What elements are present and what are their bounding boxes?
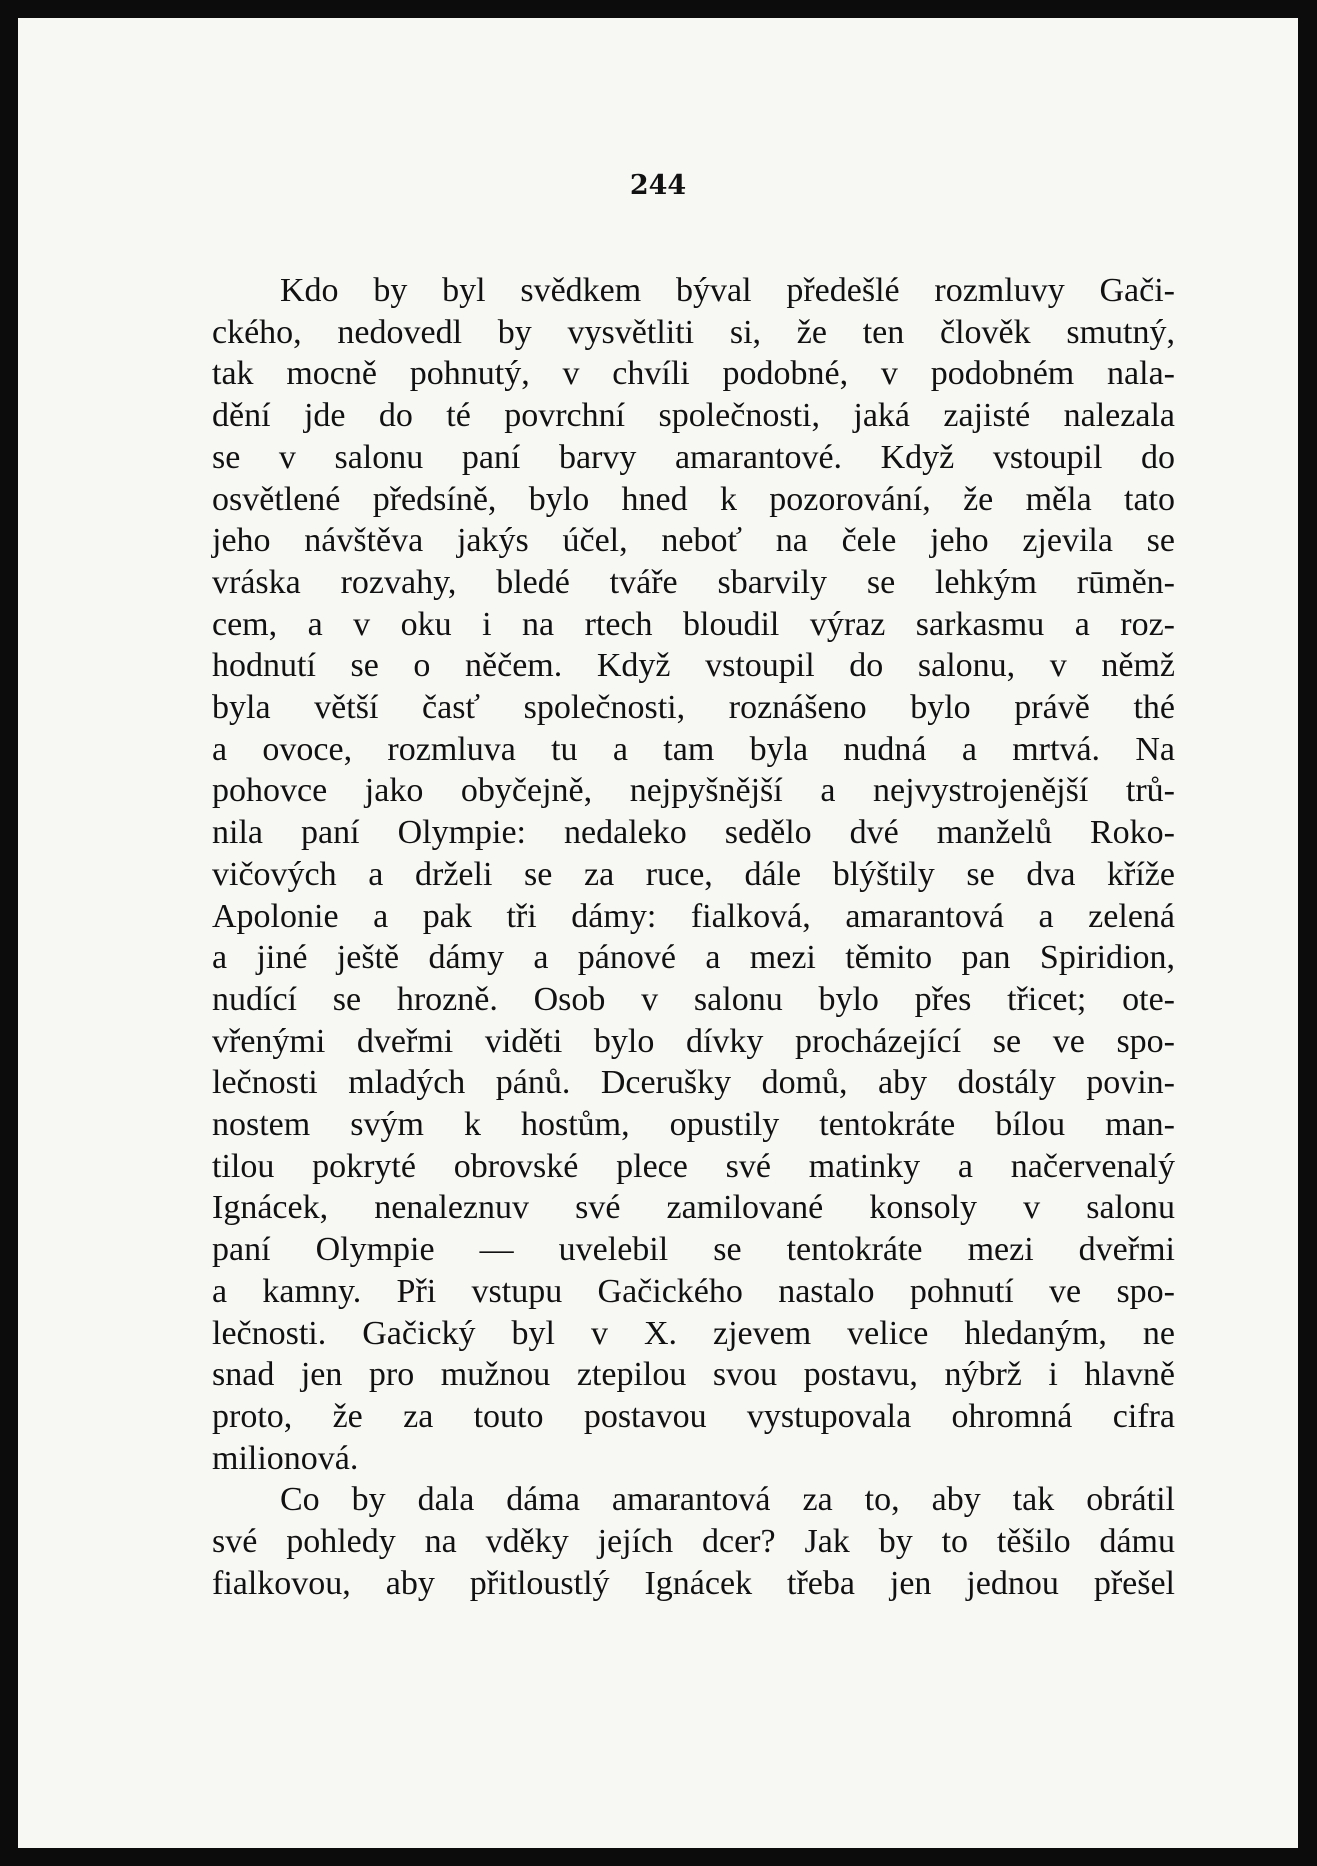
book-page xyxy=(18,18,1298,1848)
text-line: dění jde do té povrchní společnosti, jaká zajisté nalezala xyxy=(212,397,1175,435)
text-line: Co by dala dáma amarantová za to, aby tak obrátil xyxy=(280,1481,1175,1519)
text-line: jeho návštěva jakýs účel, neboť na čele jeho zjevila se xyxy=(212,522,1175,560)
text-line: proto, že za touto postavou vystupovala ohromná cifra xyxy=(212,1397,1175,1435)
text-line: Apolonie a pak tři dámy: fialková, amarantová a zelená xyxy=(212,897,1175,935)
text-line: Ignácek, nenaleznuv své zamilované konsoly v salonu xyxy=(212,1189,1175,1227)
text-line: cem, a v oku i na rtech bloudil výraz sarkasmu a roz- xyxy=(212,605,1175,643)
text-line: své pohledy na vděky jejích dcer? Jak by to těšilo dámu xyxy=(212,1523,1175,1561)
text-line: tilou pokryté obrovské plece své matinky a načervenalý xyxy=(212,1147,1175,1185)
text-line: a kamny. Při vstupu Gačického nastalo pohnutí ve spo- xyxy=(212,1272,1175,1310)
page-number: 244 xyxy=(629,170,687,201)
text-line: paní Olympie — uvelebil se tentokráte mezi dveřmi xyxy=(212,1231,1175,1269)
text-line: osvětlené předsíně, bylo hned k pozorování, že měla tato xyxy=(212,480,1175,518)
text-line: nila paní Olympie: nedaleko sedělo dvé manželů Roko- xyxy=(212,814,1175,852)
body-text xyxy=(212,270,1175,1605)
text-line: Kdo by byl svědkem býval předešlé rozmluvy Gači- xyxy=(280,272,1175,309)
text-line: pohovce jako obyčejně, nejpyšnější a nejvystrojenější trů- xyxy=(212,772,1175,810)
text-line: tak mocně pohnutý, v chvíli podobné, v podobném nala- xyxy=(212,355,1175,393)
text-line: lečnosti mladých pánů. Dcerušky domů, aby dostály povin- xyxy=(212,1064,1175,1102)
text-line: nudící se hrozně. Osob v salonu bylo přes třicet; ote- xyxy=(212,980,1175,1018)
text-line: a jiné ještě dámy a pánové a mezi těmito pan Spiridion, xyxy=(212,939,1175,977)
text-line: se v salonu paní barvy amarantové. Když vstoupil do xyxy=(212,438,1175,476)
text-line: nostem svým k hostům, opustily tentokráte bílou man- xyxy=(212,1106,1175,1144)
text-line: vičových a drželi se za ruce, dále blýštily se dva kříže xyxy=(212,855,1175,893)
text-line: byla větší časť společnosti, roznášeno bylo právě thé xyxy=(212,689,1175,727)
text-line: fialkovou, aby přitloustlý Ignácek třeba jen jednou přešel xyxy=(212,1564,1175,1602)
text-line: milionová. xyxy=(212,1439,359,1477)
text-line: a ovoce, rozmluva tu a tam byla nudná a mrtvá. Na xyxy=(212,730,1175,768)
text-line: hodnutí se o něčem. Když vstoupil do salonu, v němž xyxy=(212,647,1175,685)
text-line: ckého, nedovedl by vysvětliti si, že ten člověk smutný, xyxy=(212,313,1175,351)
text-line: vřenými dveřmi viděti bylo dívky procházející se ve spo- xyxy=(212,1022,1175,1060)
text-line: vráska rozvahy, bledé tváře sbarvily se lehkým rūměn- xyxy=(212,563,1175,601)
text-line: snad jen pro mužnou ztepilou svou postavu, nýbrž i hlavně xyxy=(212,1356,1175,1394)
text-line: lečnosti. Gačický byl v X. zjevem velice hledaným, ne xyxy=(212,1314,1175,1352)
